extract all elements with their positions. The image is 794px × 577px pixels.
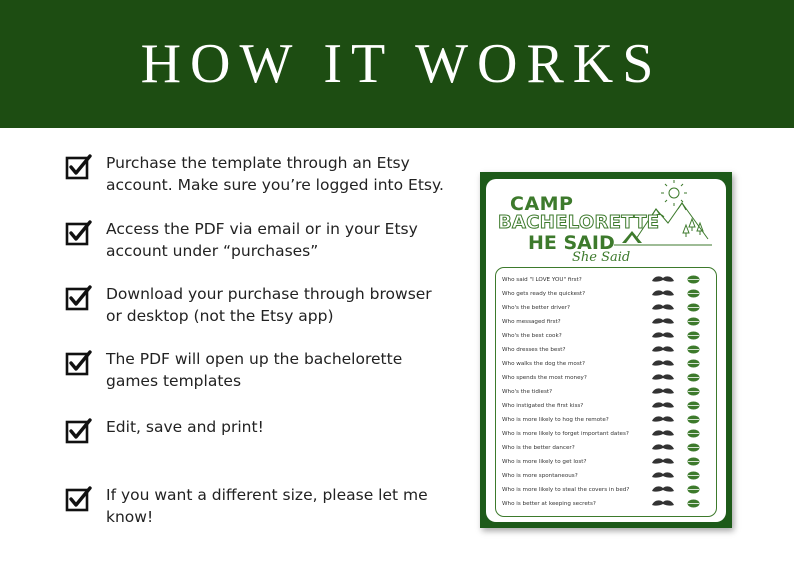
card-title-she-said: She Said — [572, 250, 631, 265]
question-row — [502, 413, 712, 427]
checkbox-icon — [64, 418, 92, 446]
question-row — [502, 427, 712, 441]
question-row — [502, 287, 712, 301]
lips-icon — [687, 443, 700, 452]
lips-icon — [687, 359, 700, 368]
question-text: Who is the better dancer? — [502, 445, 575, 451]
mustache-icon — [652, 303, 674, 312]
question-row — [502, 441, 712, 455]
lips-icon — [687, 303, 700, 312]
question-text: Who's the tidiest? — [502, 389, 553, 395]
question-text: Who instigated the first kiss? — [502, 403, 584, 409]
question-row — [502, 483, 712, 497]
question-row — [502, 357, 712, 371]
checkbox-icon — [64, 285, 92, 313]
question-text: Who is more likely to hog the remote? — [502, 417, 609, 423]
mustache-icon — [652, 443, 674, 452]
mustache-icon — [652, 401, 674, 410]
checkbox-icon — [64, 486, 92, 514]
step-item — [64, 152, 444, 196]
header-banner — [0, 0, 794, 128]
step-item — [64, 416, 444, 446]
lips-icon — [687, 429, 700, 438]
mustache-icon — [652, 485, 674, 494]
step-text: Edit, save and print! — [106, 418, 264, 436]
lips-icon — [687, 401, 700, 410]
mustache-icon — [652, 499, 674, 508]
mustache-icon — [652, 457, 674, 466]
question-text: Who walks the dog the most? — [502, 361, 585, 367]
card-title-bachelorette: BACHELORETTE — [498, 212, 660, 233]
question-text: Who is more likely to steal the covers in bed? — [502, 487, 630, 493]
lips-icon — [687, 331, 700, 340]
question-row — [502, 329, 712, 343]
mustache-icon — [652, 429, 674, 438]
question-text: Who messaged first? — [502, 319, 561, 325]
card-title-he-said: HE SAID — [528, 232, 615, 254]
lips-icon — [687, 485, 700, 494]
lips-icon — [687, 275, 700, 284]
checkbox-icon — [64, 220, 92, 248]
mustache-icon — [652, 289, 674, 298]
question-text: Who is more likely to get lost? — [502, 459, 587, 465]
lips-icon — [687, 317, 700, 326]
question-row — [502, 343, 712, 357]
lips-icon — [687, 499, 700, 508]
step-item — [64, 283, 444, 327]
game-card — [486, 179, 726, 522]
mustache-icon — [652, 331, 674, 340]
step-text: The PDF will open up the bachelorette games templates — [106, 350, 403, 390]
question-text: Who dresses the best? — [502, 347, 566, 353]
question-text: Who's the better driver? — [502, 305, 571, 311]
checkbox-icon — [64, 350, 92, 378]
question-text: Who gets ready the quickest? — [502, 291, 586, 297]
mustache-icon — [652, 387, 674, 396]
mustache-icon — [652, 373, 674, 382]
lips-icon — [687, 289, 700, 298]
mustache-icon — [652, 471, 674, 480]
lips-icon — [687, 415, 700, 424]
lips-icon — [687, 457, 700, 466]
question-row — [502, 399, 712, 413]
question-text: Who spends the most money? — [502, 375, 587, 381]
step-item — [64, 348, 444, 392]
question-text: Who is more likely to forget important dates? — [502, 431, 629, 437]
step-text: If you want a different size, please let me know! — [106, 486, 428, 526]
step-text: Access the PDF via email or in your Etsy account under “purchases” — [106, 220, 418, 260]
mustache-icon — [652, 415, 674, 424]
mustache-icon — [652, 345, 674, 354]
question-text: Who is more spontaneous? — [502, 473, 578, 479]
question-row — [502, 315, 712, 329]
lips-icon — [687, 345, 700, 354]
checkbox-icon — [64, 154, 92, 182]
lips-icon — [687, 471, 700, 480]
page-title: HOW IT WORKS — [140, 33, 663, 95]
question-row — [502, 497, 712, 511]
lips-icon — [687, 373, 700, 382]
template-preview — [480, 172, 732, 528]
card-title-camp: CAMP — [510, 193, 574, 215]
step-item — [64, 484, 444, 528]
question-row — [502, 469, 712, 483]
question-list — [495, 267, 717, 517]
question-row — [502, 301, 712, 315]
question-text: Who's the best cook? — [502, 333, 562, 339]
step-text: Download your purchase through browser or desktop (not the Etsy app) — [106, 285, 432, 325]
question-text: Who is better at keeping secrets? — [502, 501, 596, 507]
step-text: Purchase the template through an Etsy account. Make sure you’re logged into Etsy. — [106, 154, 444, 194]
question-row — [502, 455, 712, 469]
mustache-icon — [652, 317, 674, 326]
question-row — [502, 273, 712, 287]
lips-icon — [687, 387, 700, 396]
question-row — [502, 385, 712, 399]
step-item — [64, 218, 444, 262]
mustache-icon — [652, 275, 674, 284]
question-text: Who said "I LOVE YOU" first? — [502, 277, 582, 283]
mustache-icon — [652, 359, 674, 368]
question-row — [502, 371, 712, 385]
